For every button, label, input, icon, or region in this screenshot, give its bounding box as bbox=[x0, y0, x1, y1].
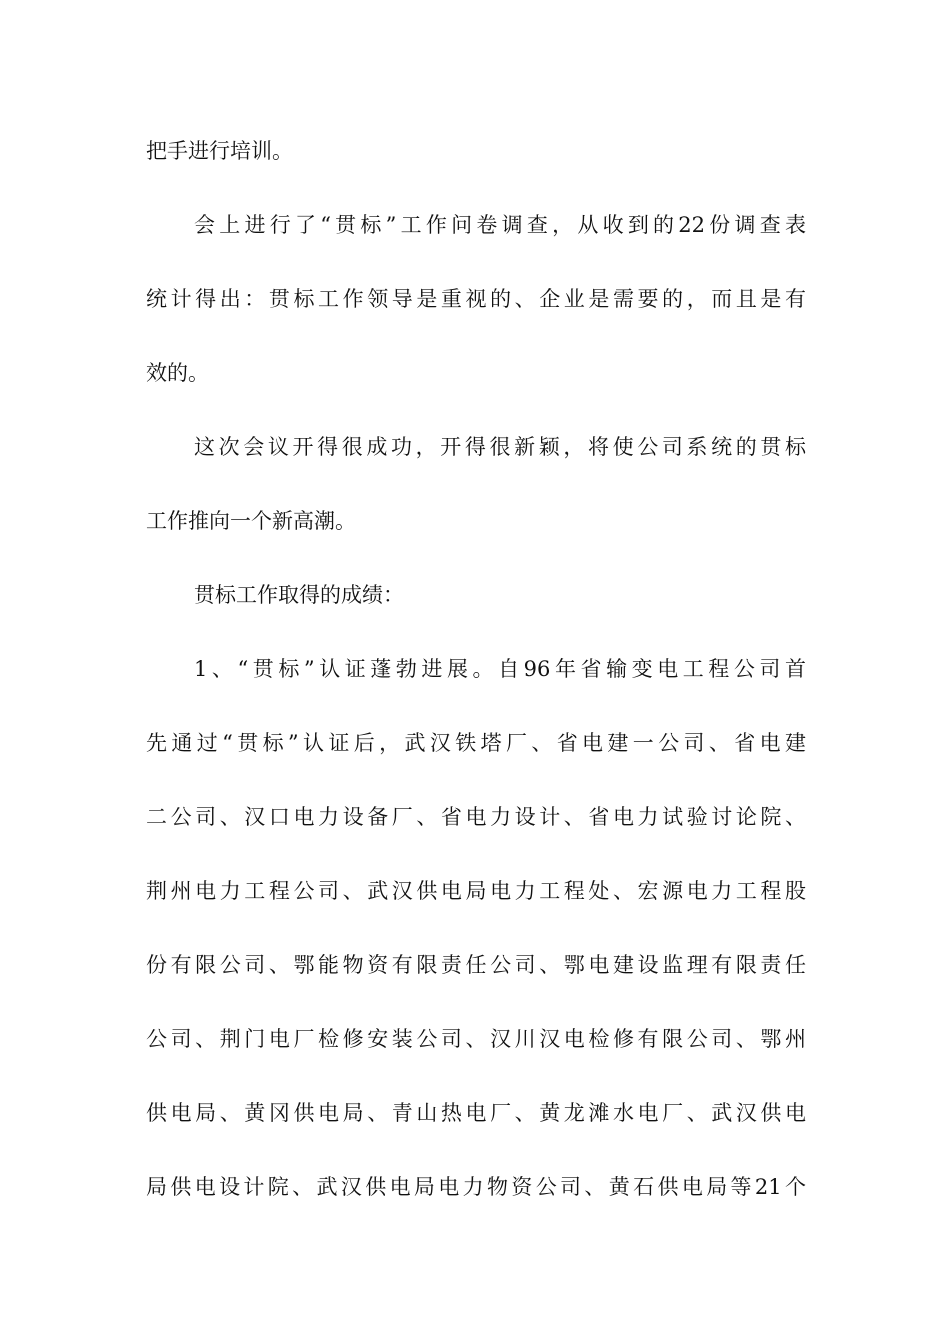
text-line-2: 会上进行了“贯标”工作问卷调查，从收到的22份调查表 bbox=[194, 213, 806, 237]
text-line-12: 份有限公司、鄂能物资有限责任公司、鄂电建设监理有限责任 bbox=[146, 953, 806, 977]
text-line-7: 贯标工作取得的成绩： bbox=[194, 583, 404, 607]
text-line-14: 供电局、黄冈供电局、青山热电厂、黄龙滩水电厂、武汉供电 bbox=[146, 1101, 806, 1125]
text-line-9: 先通过“贯标”认证后，武汉铁塔厂、省电建一公司、省电建 bbox=[146, 731, 806, 755]
text-line-10: 二公司、汉口电力设备厂、省电力设计、省电力试验讨论院、 bbox=[146, 805, 806, 829]
text-line-3: 统计得出：贯标工作领导是重视的、企业是需要的，而且是有 bbox=[146, 287, 806, 311]
text-line-6: 工作推向一个新高潮。 bbox=[146, 509, 356, 533]
text-line-5: 这次会议开得很成功，开得很新颖，将使公司系统的贯标 bbox=[194, 435, 806, 459]
text-line-4: 效的。 bbox=[146, 361, 209, 385]
text-line-8: 1、“贯标”认证蓬勃进展。自96年省输变电工程公司首 bbox=[194, 657, 806, 681]
text-line-15: 局供电设计院、武汉供电局电力物资公司、黄石供电局等21个 bbox=[146, 1175, 806, 1199]
text-line-1: 把手进行培训。 bbox=[146, 139, 293, 163]
text-line-11: 荆州电力工程公司、武汉供电局电力工程处、宏源电力工程股 bbox=[146, 879, 806, 903]
text-line-13: 公司、荆门电厂检修安装公司、汉川汉电检修有限公司、鄂州 bbox=[146, 1027, 806, 1051]
